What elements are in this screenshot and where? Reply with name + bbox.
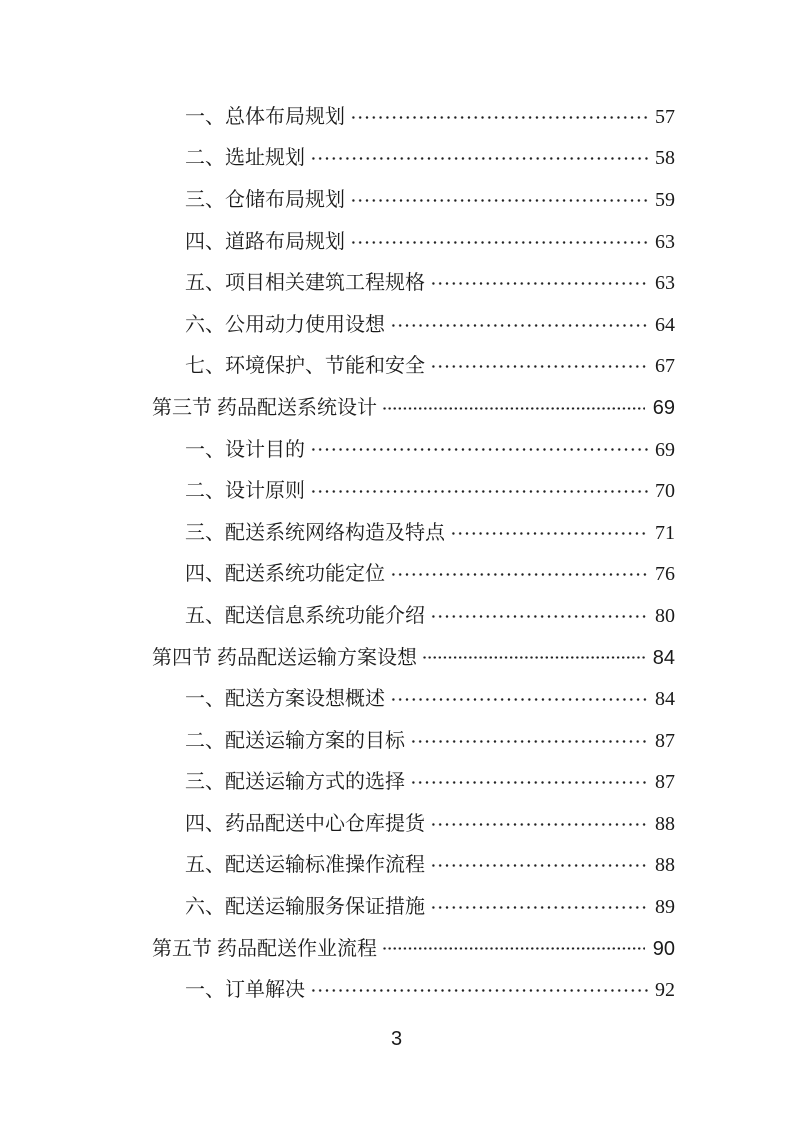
- toc-entry-page-number: 84: [652, 646, 675, 669]
- dot-leader: [390, 304, 649, 346]
- toc-entry[interactable]: [152, 803, 675, 845]
- toc-entry-page-number: 76: [655, 563, 675, 586]
- toc-entry-label: 一、配送方案设想概述: [185, 688, 385, 711]
- dot-leader: [310, 470, 649, 512]
- dot-leader: [350, 221, 649, 263]
- toc-entry-page-number: 90: [652, 937, 675, 960]
- toc-entry-page-number: 70: [655, 480, 675, 503]
- toc-entry-label: 三、仓储布局规划: [185, 188, 345, 211]
- dot-leader: [430, 845, 649, 887]
- dot-leader: [430, 886, 649, 928]
- toc-entry-page-number: 71: [655, 521, 675, 544]
- toc-entry[interactable]: [152, 429, 675, 471]
- toc-entry[interactable]: [152, 928, 675, 970]
- dot-leader: [430, 346, 649, 388]
- dot-leader: [350, 96, 649, 138]
- toc-entry[interactable]: [152, 886, 675, 928]
- dot-leader: [310, 429, 649, 471]
- toc-entry-page-number: 80: [655, 604, 675, 627]
- toc-entry[interactable]: [152, 762, 675, 804]
- toc-entry-label: 六、公用动力使用设想: [185, 313, 385, 336]
- toc-entry[interactable]: [152, 845, 675, 887]
- toc-entry-page-number: 88: [655, 812, 675, 835]
- toc-entry[interactable]: [152, 512, 675, 554]
- toc-entry-label: 四、药品配送中心仓库提货: [185, 812, 425, 835]
- toc-entry-label: 四、道路布局规划: [185, 230, 345, 253]
- toc-entry-label: 二、选址规划: [185, 147, 305, 170]
- dot-leader: [450, 512, 649, 554]
- dot-leader: [310, 969, 649, 1011]
- toc-entry-label: 三、配送系统网络构造及特点: [185, 521, 445, 544]
- toc-entry[interactable]: [152, 179, 675, 221]
- toc-entry-label: 一、设计目的: [185, 438, 305, 461]
- toc-entry-page-number: 63: [655, 272, 675, 295]
- toc-entry[interactable]: [152, 554, 675, 596]
- toc-entry-page-number: 58: [655, 147, 675, 170]
- dot-leader: [382, 387, 645, 429]
- toc-entry-label: 第四节 药品配送运输方案设想: [152, 646, 417, 669]
- toc-entry[interactable]: [152, 637, 675, 679]
- toc-entry[interactable]: [152, 138, 675, 180]
- toc-entry-label: 五、配送运输标准操作流程: [185, 854, 425, 877]
- toc-entry[interactable]: [152, 387, 675, 429]
- toc-entry-label: 七、环境保护、节能和安全: [185, 355, 425, 378]
- toc-entry-page-number: 69: [655, 438, 675, 461]
- dot-leader: [390, 678, 649, 720]
- toc-entry-label: 五、项目相关建筑工程规格: [185, 272, 425, 295]
- toc-entry-label: 六、配送运输服务保证措施: [185, 896, 425, 919]
- toc-entry-page-number: 64: [655, 313, 675, 336]
- dot-leader: [410, 762, 649, 804]
- dot-leader: [422, 637, 645, 679]
- toc-entry-label: 三、配送运输方式的选择: [185, 771, 405, 794]
- toc-entry-label: 二、配送运输方案的目标: [185, 729, 405, 752]
- toc-entry-label: 第三节 药品配送系统设计: [152, 396, 377, 419]
- toc-entry-page-number: 84: [655, 688, 675, 711]
- toc-entry[interactable]: [152, 969, 675, 1011]
- toc-entry[interactable]: [152, 304, 675, 346]
- toc-entry-label: 一、总体布局规划: [185, 105, 345, 128]
- toc-entry-page-number: 67: [655, 355, 675, 378]
- toc-entry-label: 四、配送系统功能定位: [185, 563, 385, 586]
- dot-leader: [390, 554, 649, 596]
- dot-leader: [430, 803, 649, 845]
- toc-entry[interactable]: [152, 720, 675, 762]
- toc-list: [152, 96, 675, 1011]
- dot-leader: [310, 138, 649, 180]
- toc-entry[interactable]: [152, 262, 675, 304]
- toc-entry[interactable]: [152, 96, 675, 138]
- toc-entry-page-number: 87: [655, 771, 675, 794]
- toc-entry-label: 二、设计原则: [185, 480, 305, 503]
- toc-entry[interactable]: [152, 221, 675, 263]
- dot-leader: [350, 179, 649, 221]
- dot-leader: [410, 720, 649, 762]
- toc-entry-label: 一、订单解决: [185, 979, 305, 1002]
- toc-entry[interactable]: [152, 595, 675, 637]
- toc-entry-page-number: 69: [652, 396, 675, 419]
- toc-entry-page-number: 92: [655, 979, 675, 1002]
- toc-entry-page-number: 63: [655, 230, 675, 253]
- toc-entry[interactable]: [152, 470, 675, 512]
- toc-entry-page-number: 59: [655, 188, 675, 211]
- toc-entry[interactable]: [152, 678, 675, 720]
- toc-entry-label: 五、配送信息系统功能介绍: [185, 604, 425, 627]
- toc-entry[interactable]: [152, 346, 675, 388]
- toc-entry-page-number: 89: [655, 896, 675, 919]
- footer-page-number: 3: [390, 1028, 403, 1050]
- toc-entry-label: 第五节 药品配送作业流程: [152, 937, 377, 960]
- dot-leader: [430, 595, 649, 637]
- dot-leader: [382, 928, 645, 970]
- toc-entry-page-number: 57: [655, 105, 675, 128]
- toc-entry-page-number: 88: [655, 854, 675, 877]
- dot-leader: [430, 262, 649, 304]
- page-footer: [0, 1028, 793, 1051]
- toc-entry-page-number: 87: [655, 729, 675, 752]
